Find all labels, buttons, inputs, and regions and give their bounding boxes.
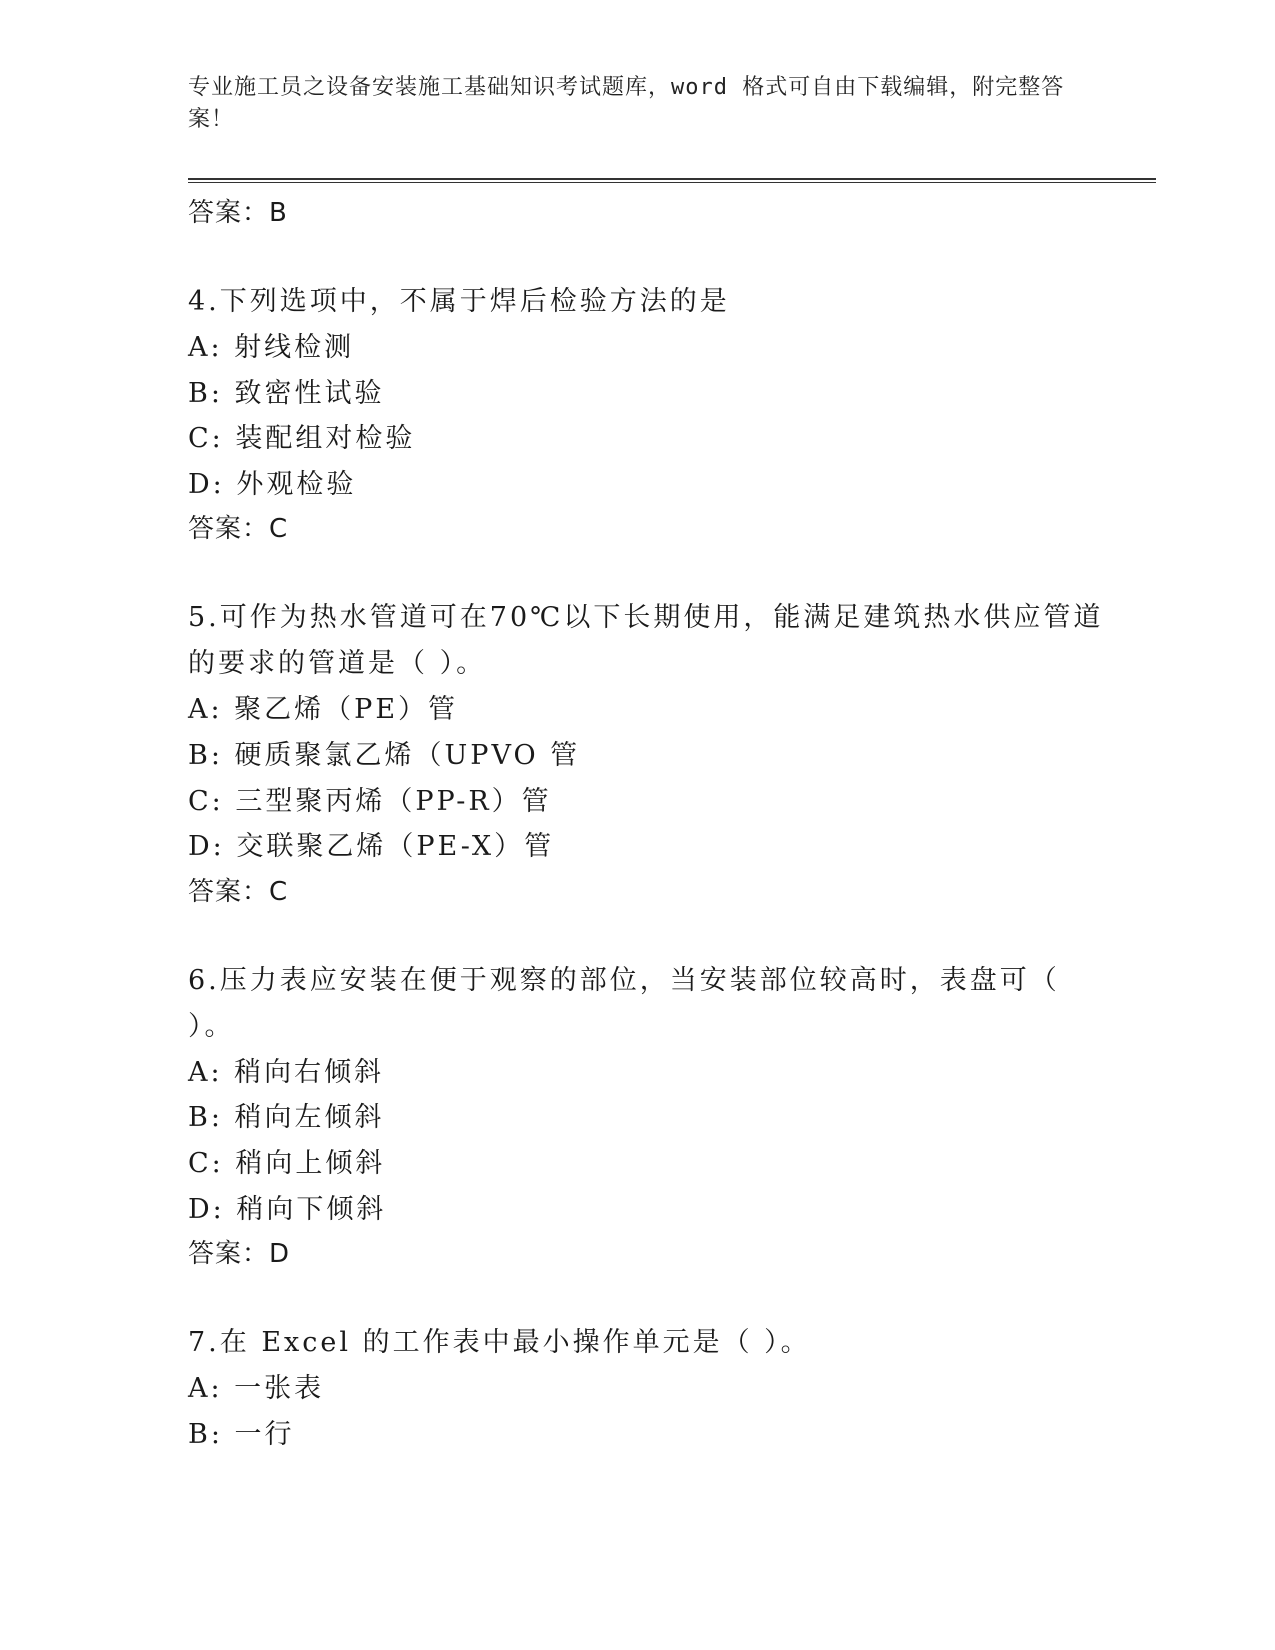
question-title: 7.在 Excel 的工作表中最小操作单元是（ ）。 bbox=[188, 1327, 811, 1359]
option-c: C: 稍向上倾斜 bbox=[188, 1147, 386, 1179]
option-d: D: 交联聚乙烯（PE-X）管 bbox=[188, 831, 555, 863]
option-c: C: 装配组对检验 bbox=[188, 423, 416, 455]
question-block bbox=[188, 1320, 1108, 1457]
option-c: C: 三型聚丙烯（PP-R）管 bbox=[188, 785, 552, 817]
question-title: 6.压力表应安装在便于观察的部位，当安装部位较高时，表盘可（ ）。 bbox=[188, 964, 1060, 1042]
option-a: A: 稍向右倾斜 bbox=[188, 1056, 385, 1088]
option-a: A: 一张表 bbox=[188, 1373, 325, 1405]
answer-line: 答案：C bbox=[188, 514, 289, 545]
option-d: D: 外观检验 bbox=[188, 468, 357, 500]
question-list bbox=[188, 191, 1108, 1457]
option-b: B: 致密性试验 bbox=[188, 377, 385, 409]
option-a: A: 聚乙烯（PE）管 bbox=[188, 694, 459, 726]
question-block bbox=[188, 279, 1108, 551]
answer-line: 答案：C bbox=[188, 876, 289, 907]
option-a: A: 射线检测 bbox=[188, 332, 355, 363]
question-title: 4.下列选项中，不属于焊后检验方法的是 bbox=[188, 286, 730, 317]
page-header: 专业施工员之设备安装施工基础知识考试题库，word 格式可自由下载编辑，附完整答案！ bbox=[188, 75, 1065, 132]
question-title: 5.可作为热水管道可在70℃以下长期使用，能满足建筑热水供应管道的要求的管道是（ ）。 bbox=[188, 602, 1104, 680]
header-divider bbox=[188, 178, 1156, 183]
question-block bbox=[188, 595, 1108, 913]
question-block bbox=[188, 958, 1108, 1276]
option-d: D: 稍向下倾斜 bbox=[188, 1193, 387, 1225]
answer-line: 答案：B bbox=[188, 198, 288, 228]
answer-line: 答案：D bbox=[188, 1239, 291, 1270]
option-b: B: 一行 bbox=[188, 1418, 295, 1450]
option-b: B: 硬质聚氯乙烯（UPVO 管 bbox=[188, 739, 581, 771]
option-b: B: 稍向左倾斜 bbox=[188, 1102, 385, 1134]
